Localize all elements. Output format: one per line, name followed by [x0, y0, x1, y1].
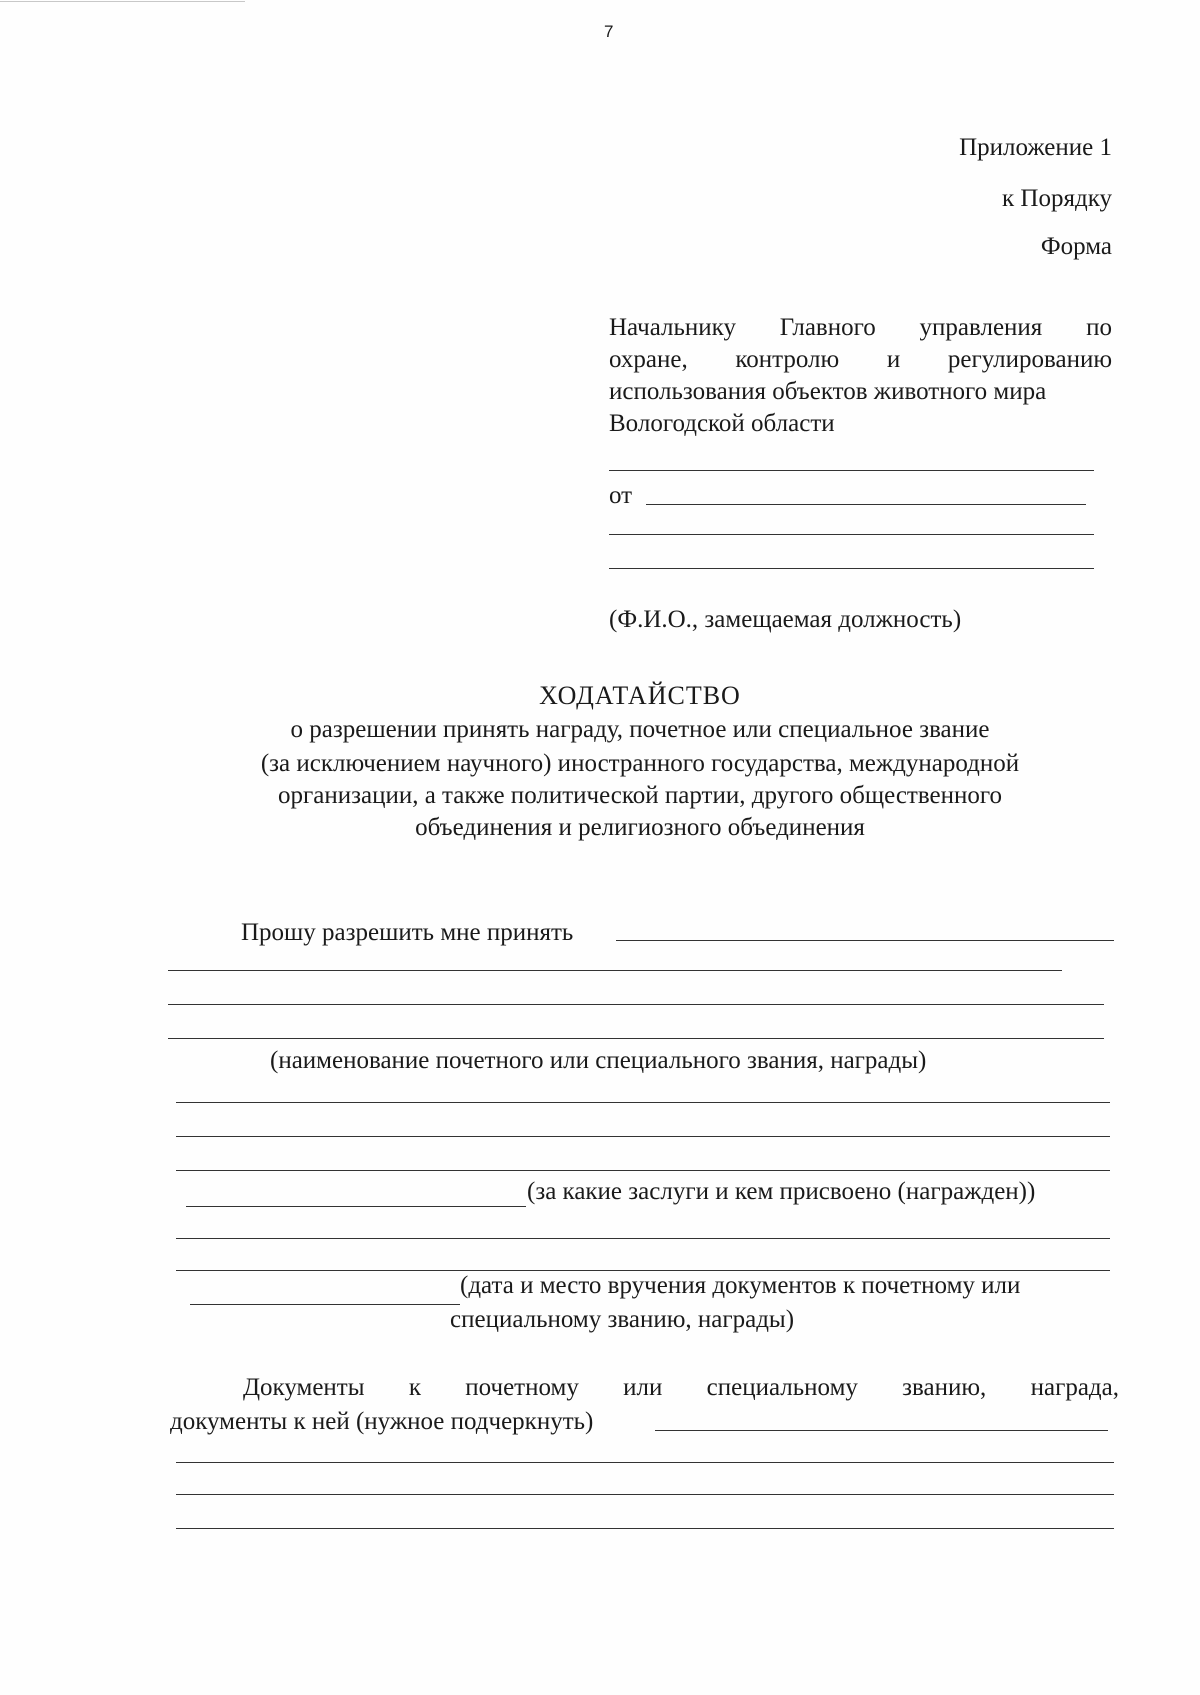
documents-text-2: документы к ней (нужное подчеркнуть) [170, 1408, 594, 1435]
document-subtitle-2: (за исключением научного) иностранного государства, международной [260, 750, 1020, 777]
from-label: от [609, 482, 633, 509]
sender-caption: (Ф.И.О., замещаемая должность) [609, 606, 962, 633]
merit-blank-line-1[interactable] [176, 1102, 1110, 1103]
addressee-blank-line[interactable] [609, 470, 1094, 471]
merit-blank-line-2[interactable] [176, 1136, 1110, 1137]
document-subtitle-4: объединения и религиозного объединения [415, 814, 865, 841]
document-subtitle-1: о разрешении принять награду, почетное или специальное звание [290, 716, 990, 743]
award-blank-line-1[interactable] [168, 970, 1062, 971]
addressee-line-3: использования объектов животного мира [609, 378, 1047, 405]
date-caption-2: специальному званию, награды) [450, 1306, 795, 1333]
document-subtitle-3: организации, а также политической партии, другого общественного [277, 782, 1002, 809]
request-text: Прошу разрешить мне принять [241, 919, 574, 946]
documents-text-1: Документы к почетному или специальному званию, награда, [243, 1374, 1119, 1401]
merit-blank-line-4[interactable] [186, 1206, 526, 1207]
documents-blank-line-2[interactable] [176, 1462, 1114, 1463]
merit-blank-line-3[interactable] [176, 1170, 1110, 1171]
date-caption-1: (дата и место вручения документов к почетному или [460, 1272, 1021, 1299]
award-name-caption: (наименование почетного или специального звания, награды) [270, 1047, 927, 1074]
page-number: 7 [604, 22, 614, 41]
merit-caption: (за какие заслуги и кем присвоено (награжден)) [527, 1178, 1036, 1205]
from-blank-line[interactable] [646, 504, 1086, 505]
sender-blank-line-1[interactable] [609, 534, 1094, 535]
documents-blank-line-3[interactable] [176, 1494, 1114, 1495]
documents-blank-line-4[interactable] [176, 1528, 1114, 1529]
documents-blank-line-1[interactable] [655, 1430, 1108, 1431]
addressee-line-1: Начальнику Главного управления по [609, 314, 1112, 341]
award-blank-line-3[interactable] [168, 1038, 1104, 1039]
request-blank-line[interactable] [616, 940, 1114, 941]
date-blank-line-3[interactable] [190, 1304, 460, 1305]
document-title: ХОДАТАЙСТВО [539, 681, 741, 710]
appendix-reference: к Порядку [1002, 185, 1112, 212]
scan-edge-line [0, 1, 245, 2]
addressee-line-4: Вологодской области [609, 410, 835, 437]
form-label: Форма [1040, 233, 1112, 260]
addressee-line-2: охране, контролю и регулированию [609, 346, 1112, 373]
sender-blank-line-2[interactable] [609, 568, 1094, 569]
date-blank-line-1[interactable] [176, 1238, 1110, 1239]
award-blank-line-2[interactable] [168, 1004, 1104, 1005]
appendix-label: Приложение 1 [959, 134, 1112, 161]
